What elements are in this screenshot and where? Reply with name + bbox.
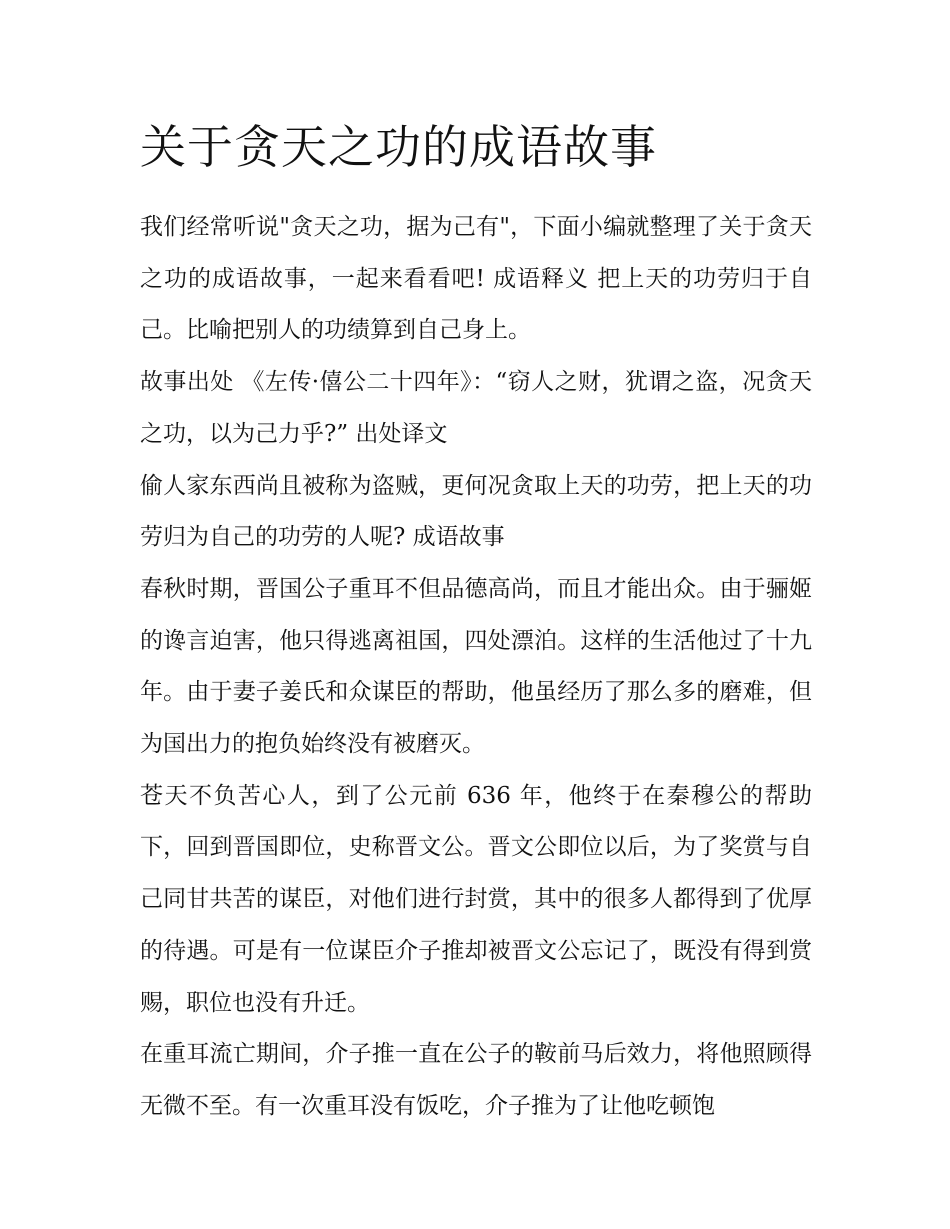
document-title: 关于贪天之功的成语故事	[140, 120, 657, 174]
paragraph-story-2: 苍天不负苦心人，到了公元前 636 年，他终于在秦穆公的帮助下，回到晋国即位，史称晋文公。晋文公即位以后，为了奖赏与自己同甘共苦的谋臣，对他们进行封赏，其中的很多人都得到了优厚的待遇。可是有一位谋臣介子推却被晋文公忘记了，既没有得到赏赐，职位也没有升迁。	[140, 782, 812, 1016]
paragraph-translation: 偷人家东西尚且被称为盗贼，更何况贪取上天的功劳，把上天的功劳归为自己的功劳的人呢? 成语故事	[140, 472, 812, 551]
paragraph-story-1: 春秋时期，晋国公子重耳不但品德高尚，而且才能出众。由于骊姬的谗言迫害，他只得逃离祖国，四处漂泊。这样的生活他过了十九年。由于妻子姜氏和众谋臣的帮助，他虽经历了那么多的磨难，但为国出力的抱负始终没有被磨灭。	[140, 575, 812, 758]
paragraph-story-3: 在重耳流亡期间，介子推一直在公子的鞍前马后效力，将他照顾得无微不至。有一次重耳没有饭吃，介子推为了让他吃顿饱	[140, 1041, 812, 1119]
paragraph-source: 故事出处 《左传·僖公二十四年》：“窃人之财，犹谓之盗，况贪天之功，以为己力乎?” 出处译文	[140, 369, 812, 447]
paragraph-intro: 我们经常听说"贪天之功，据为己有"，下面小编就整理了关于贪天之功的成语故事，一起来看看吧! 成语释义 把上天的功劳归于自己。比喻把别人的功绩算到自己身上。	[140, 214, 812, 344]
document-page	[140, 112, 812, 1133]
